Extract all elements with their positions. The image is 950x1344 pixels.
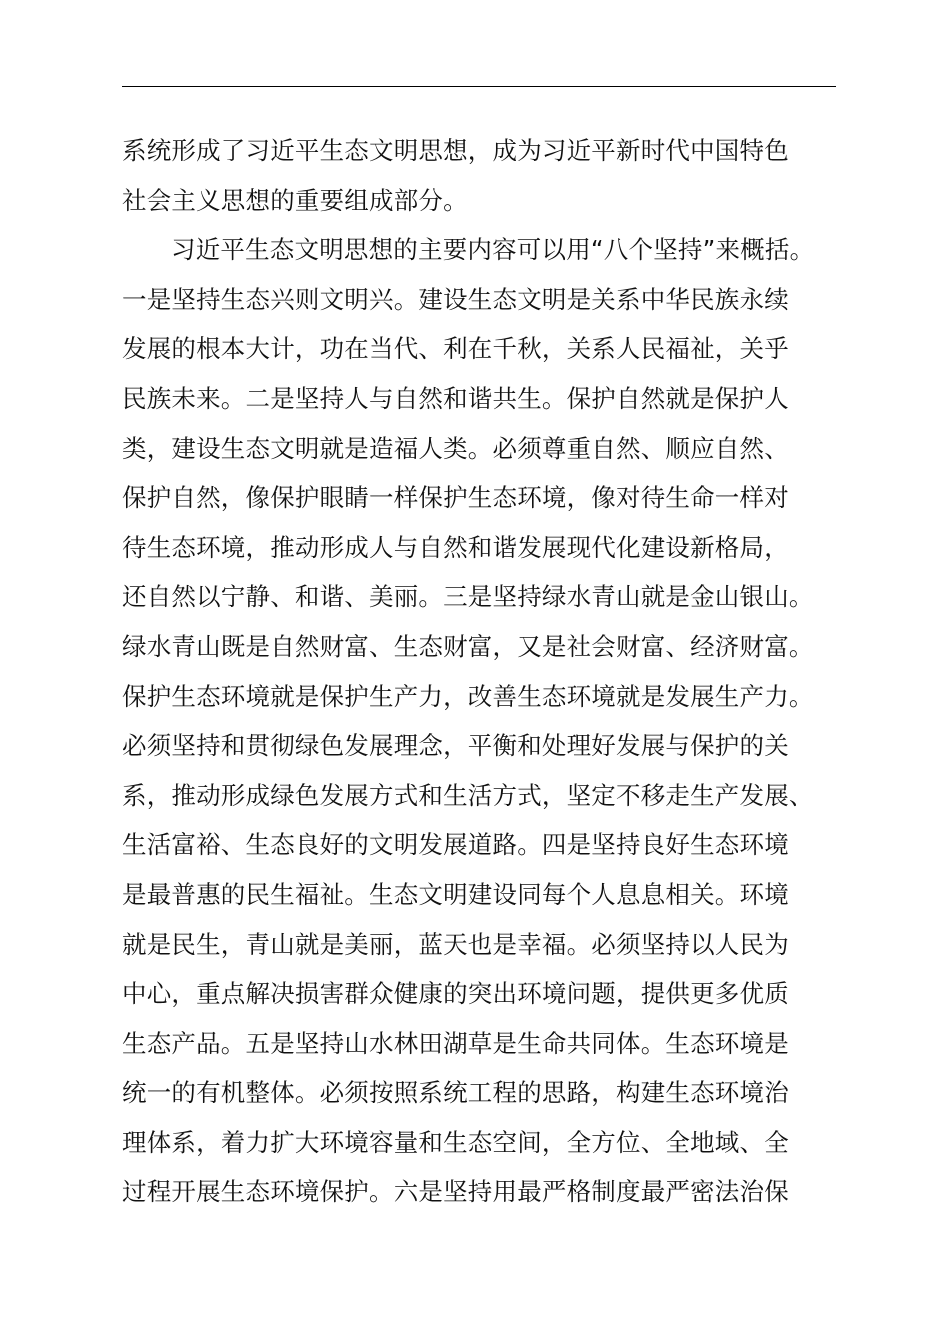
text-line: 社会主义思想的重要组成部分。: [122, 185, 468, 215]
header-rule: [122, 86, 836, 87]
text-line: 绿水青山既是自然财富、生态财富，又是社会财富、经济财富。: [122, 631, 814, 661]
text-line: 必须坚持和贯彻绿色发展理念，平衡和处理好发展与保护的关: [122, 731, 789, 761]
text-line: 保护自然，像保护眼睛一样保护生态环境，像对待生命一样对: [122, 483, 789, 513]
document-body: [122, 126, 836, 1217]
text-line: 中心，重点解决损害群众健康的突出环境问题，提供更多优质: [122, 979, 789, 1009]
text-line: 类，建设生态文明就是造福人类。必须尊重自然、顺应自然、: [122, 433, 789, 463]
text-line: 民族未来。二是坚持人与自然和谐共生。保护自然就是保护人: [122, 383, 789, 413]
text-line: 统一的有机整体。必须按照系统工程的思路，构建生态环境治: [122, 1078, 789, 1108]
text-line: 过程开展生态环境保护。六是坚持用最严格制度最严密法治保: [122, 1177, 789, 1207]
text-line: 理体系，着力扩大环境容量和生态空间，全方位、全地域、全: [122, 1127, 789, 1157]
text-line: 系统形成了习近平生态文明思想，成为习近平新时代中国特色: [122, 136, 789, 165]
text-line: 生活富裕、生态良好的文明发展道路。四是坚持良好生态环境: [122, 830, 789, 860]
text-line: 是最普惠的民生福祉。生态文明建设同每个人息息相关。环境: [122, 879, 789, 909]
text-line: 保护生态环境就是保护生产力，改善生态环境就是发展生产力。: [122, 681, 814, 711]
paragraph-first-line: 习近平生态文明思想的主要内容可以用“八个坚持”来概括。: [171, 235, 815, 265]
text-line: 一是坚持生态兴则文明兴。建设生态文明是关系中华民族永续: [122, 284, 789, 314]
text-line: 就是民生，青山就是美丽，蓝天也是幸福。必须坚持以人民为: [122, 929, 789, 959]
text-line: 生态产品。五是坚持山水林田湖草是生命共同体。生态环境是: [122, 1028, 789, 1058]
text-line: 系，推动形成绿色发展方式和生活方式，坚定不移走生产发展、: [122, 780, 814, 810]
text-line: 待生态环境，推动形成人与自然和谐发展现代化建设新格局，: [122, 532, 789, 562]
text-line: 发展的根本大计，功在当代、利在千秋，关系人民福祉，关乎: [122, 334, 789, 364]
text-line: 还自然以宁静、和谐、美丽。三是坚持绿水青山就是金山银山。: [122, 582, 814, 612]
